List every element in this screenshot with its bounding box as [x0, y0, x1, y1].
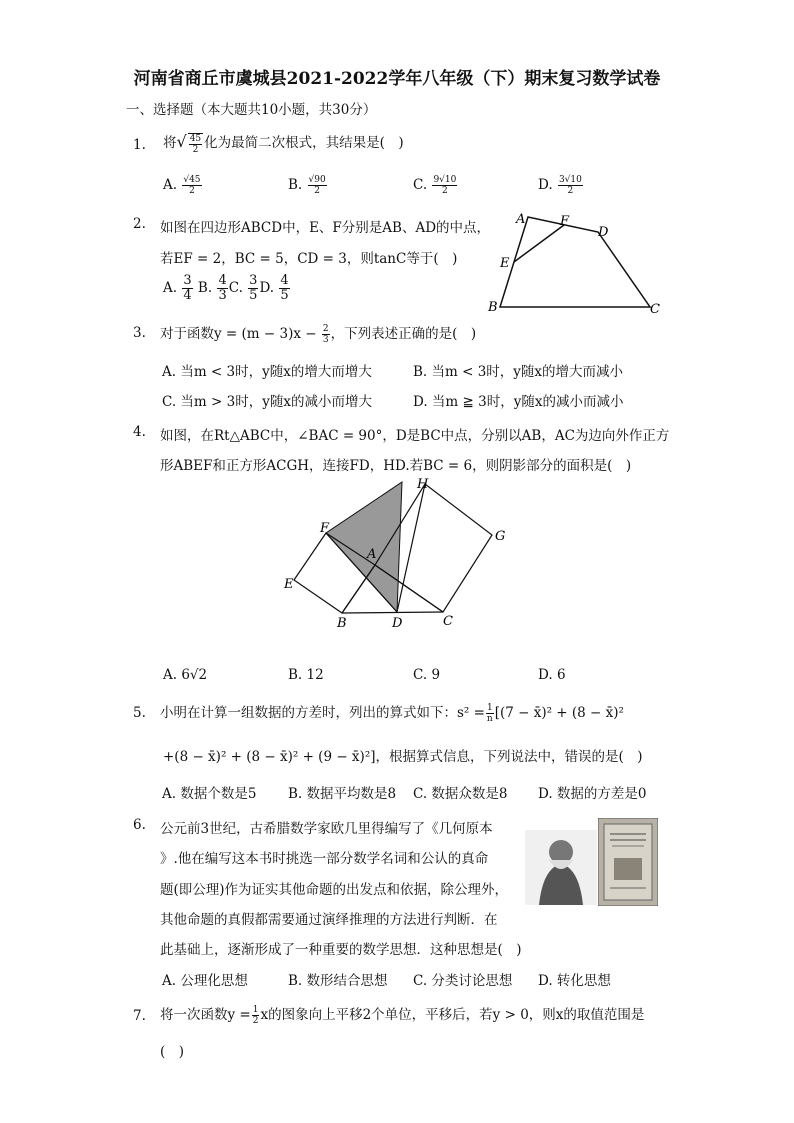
q3-stem: 对于函数y = (m − 3)x − $\frac{2}{3}$ ，下列表述正确的是( ) — [160, 324, 477, 345]
quadrilateral-figure — [480, 205, 670, 317]
label-c: C — [443, 614, 453, 629]
page-title: 河南省商丘市虞城县2021-2022学年八年级（下）期末复习数学试卷 — [133, 69, 661, 89]
section-heading: 一、选择题（本大题共10小题，共30分） — [126, 102, 377, 118]
q5-option-b[interactable]: B. 数据平均数是8 — [288, 786, 397, 802]
q6-line4: 其他命题的真假都需要通过演绎推理的方法进行判断．在 — [160, 912, 498, 928]
q6-number: 6. — [133, 817, 146, 833]
label-d: D — [598, 225, 609, 240]
q3-number: 3. — [133, 325, 146, 341]
q5-line1: 小明在计算一组数据的方差时，列出的算式如下：s² = $\frac{1}{n}$ [(7 − x̄)² + (8 − x̄)² — [160, 703, 624, 724]
squares-figure — [280, 470, 520, 630]
q2-options[interactable]: A. $\frac{3}{4} B$. $\frac{4}{3}C$. $\frac{3}{5}D$. $\frac{4}{5}$ — [163, 273, 289, 303]
q4-option-b[interactable]: B. 12 — [288, 667, 324, 683]
q1-stem: 将√ $\frac{45}{2}$ 化为最简二次根式，其结果是( ) — [163, 132, 404, 155]
q3-option-d[interactable]: D. 当m ≧ 3时，y随x的减小而减小 — [413, 394, 624, 410]
q4-number: 4. — [133, 424, 146, 440]
q7-stem: 将一次函数y = $\frac{1}{2}$ x的图象向上平移2个单位，平移后，若y > 0，则x的取值范围是 — [160, 1005, 645, 1026]
geometry-book-image — [598, 818, 658, 906]
q6-line2: 》.他在编写这本书时挑选一部分数学名词和公认的真命 — [160, 851, 489, 867]
q4-option-c[interactable]: C. 9 — [413, 667, 441, 683]
q5-option-d[interactable]: D. 数据的方差是0 — [538, 786, 647, 802]
label-g: G — [495, 529, 506, 544]
label-e: E — [500, 256, 510, 271]
q6-option-d[interactable]: D. 转化思想 — [538, 973, 611, 989]
q7-answer-blank: ( ) — [160, 1044, 185, 1060]
label-f: F — [320, 521, 330, 536]
q5-option-a[interactable]: A. 数据个数是5 — [162, 786, 257, 802]
q4-line1: 如图，在Rt△ABC中，∠BAC = 90°，D是BC中点，分别以AB，AC为边向外作正方 — [160, 428, 670, 444]
q5-number: 5. — [133, 705, 146, 721]
q6-option-a[interactable]: A. 公理化思想 — [162, 973, 248, 989]
shaded-region — [326, 482, 402, 612]
q4-line2: 形ABEF和正方形ACGH，连接FD，HD.若BC = 6，则阴影部分的面积是( ) — [160, 458, 632, 474]
q2-line1: 如图在四边形ABCD中，E、F分别是AB、AD的中点， — [160, 220, 491, 236]
label-h: H — [417, 477, 429, 492]
euclid-portrait-image — [525, 830, 597, 905]
label-b: B — [337, 616, 347, 630]
label-d: D — [392, 616, 403, 630]
q7-number: 7. — [133, 1008, 146, 1024]
q6-line3: 题(即公理)作为证实其他命题的出发点和依据，除公理外， — [160, 882, 509, 898]
q2-line2: 若EF = 2，BC = 5，CD = 3，则tanC等于( ) — [160, 251, 458, 267]
q1-option-a[interactable]: A. $\frac{√45}{2}$ — [163, 175, 201, 196]
q5-option-c[interactable]: C. 数据众数是8 — [413, 786, 508, 802]
q5-line2: +(8 − x̄)² + (8 − x̄)² + (9 − x̄)²]，根据算式信息，下列说法中，错误的是( ) — [163, 749, 643, 765]
label-c: C — [650, 302, 660, 317]
q1-number: 1. — [133, 137, 146, 153]
q1-option-b[interactable]: B. $\frac{√90}{2}$ — [288, 175, 326, 196]
label-e: E — [284, 577, 294, 592]
q4-option-a[interactable]: A. 6√2 — [163, 667, 208, 683]
q6-option-c[interactable]: C. 分类讨论思想 — [413, 973, 513, 989]
q3-option-b[interactable]: B. 当m < 3时，y随x的增大而减小 — [413, 364, 624, 380]
segment-ef — [514, 225, 564, 262]
q4-option-d[interactable]: D. 6 — [538, 667, 566, 683]
q6-line1: 公元前3世纪，古希腊数学家欧几里得编写了《几何原本 — [160, 821, 493, 837]
q3-option-a[interactable]: A. 当m < 3时，y随x的增大而增大 — [162, 364, 372, 380]
label-a: A — [367, 547, 377, 562]
label-a: A — [516, 212, 526, 227]
q1-option-d[interactable]: D. $\frac{3√10}{2}$ — [538, 175, 582, 196]
q1-option-c[interactable]: C. $\frac{9√10}{2}$ — [413, 175, 457, 196]
segment-bc — [342, 612, 443, 613]
q2-number: 2. — [133, 216, 146, 232]
label-b: B — [488, 300, 498, 315]
label-f: F — [560, 214, 570, 229]
quad-abcd — [500, 217, 650, 307]
q3-option-c[interactable]: C. 当m > 3时，y随x的减小而增大 — [162, 394, 372, 410]
q6-line5: 此基础上，逐渐形成了一种重要的数学思想．这种思想是( ) — [160, 942, 522, 958]
q6-option-b[interactable]: B. 数形结合思想 — [288, 973, 388, 989]
